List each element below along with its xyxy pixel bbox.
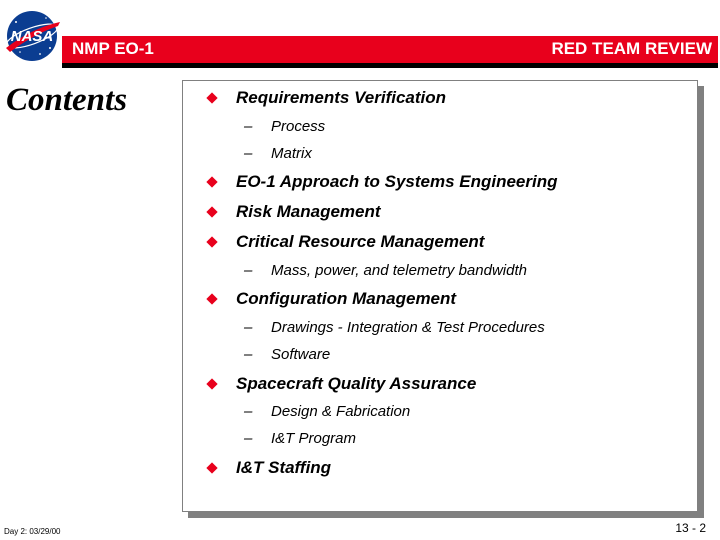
dash: – [244, 262, 253, 279]
sub-item: Process [271, 118, 326, 135]
list-item: Critical Resource Management [236, 232, 485, 251]
dash: – [244, 319, 253, 336]
list-item: I&T Staffing [236, 458, 332, 477]
page-number: 13 - 2 [675, 521, 706, 535]
dash: – [244, 346, 253, 363]
list-item: Configuration Management [236, 289, 457, 308]
sub-item: Mass, power, and telemetry bandwidth [271, 262, 527, 279]
logo-text: NASA [10, 28, 54, 45]
page-title: Contents [6, 82, 128, 118]
header-left-title: NMP EO-1 [72, 39, 154, 58]
list-item: EO-1 Approach to Systems Engineering [236, 172, 558, 191]
sub-item: Matrix [271, 145, 312, 162]
header-shadow [62, 63, 718, 68]
sub-item: I&T Program [271, 430, 357, 447]
footer-date: Day 2: 03/29/00 [4, 527, 61, 536]
list-item: Requirements Verification [236, 88, 447, 107]
dash: – [244, 430, 253, 447]
dash: – [244, 403, 253, 420]
nasa-logo [2, 8, 64, 64]
header-right-title: RED TEAM REVIEW [551, 39, 712, 58]
list-item: Risk Management [236, 202, 381, 221]
sub-item: Design & Fabrication [271, 403, 411, 420]
list-item: Spacecraft Quality Assurance [236, 374, 477, 393]
sub-item: Drawings - Integration & Test Procedures [271, 319, 545, 336]
dash: – [244, 118, 253, 135]
sub-item: Software [271, 346, 331, 363]
dash: – [244, 145, 253, 162]
